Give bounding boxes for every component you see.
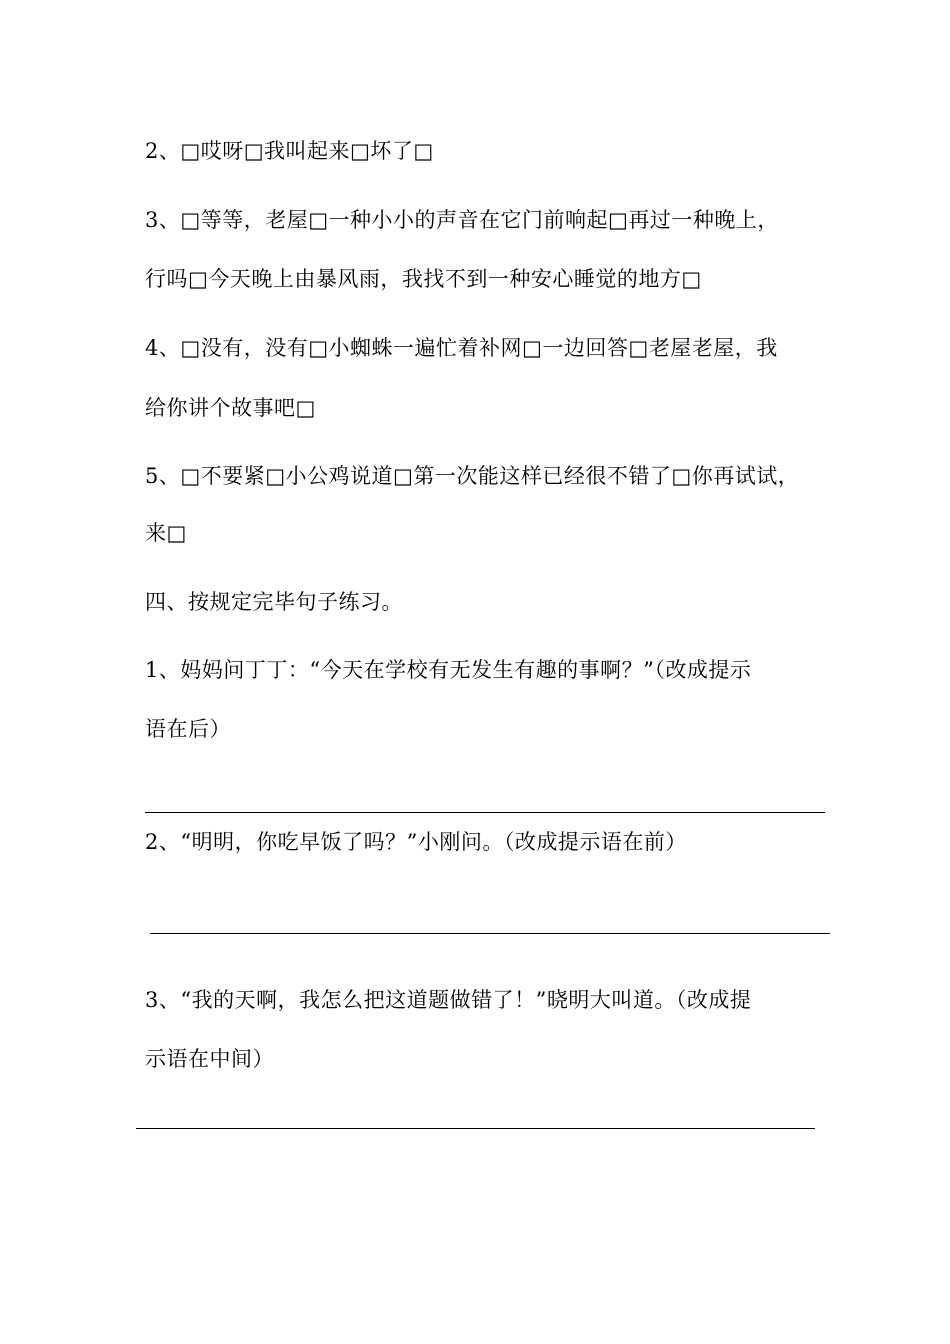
exercise-3-item-2: 2、□哎呀□我叫起来□坏了□	[145, 139, 434, 163]
section-4-heading: 四、按规定完毕句子练习。	[145, 590, 403, 614]
exercise-4-item-3-line-1: 3、“我的天啊，我怎么把这道题做错了！”晓明大叫道。（改成提	[145, 988, 752, 1012]
exercise-4-item-3-line-2: 示语在中间）	[145, 1047, 274, 1071]
exercise-3-item-4-line-2: 给你讲个故事吧□	[145, 396, 316, 420]
exercise-4-item-1-line-1: 1、妈妈问丁丁：“今天在学校有无发生有趣的事啊？”（改成提示	[145, 658, 752, 682]
exercise-3-item-5-line-1: 5、□不要紧□小公鸡说道□第一次能这样已经很不错了□你再试试，	[145, 464, 800, 488]
answer-line-1	[145, 812, 825, 813]
exercise-3-item-3-line-2: 行吗□今天晚上由暴风雨，我找不到一种安心睡觉的地方□	[145, 267, 702, 291]
exercise-3-item-5-line-2: 来□	[145, 521, 187, 545]
answer-line-3	[136, 1128, 815, 1129]
answer-line-2	[150, 933, 830, 934]
exercise-4-item-1-line-2: 语在后）	[145, 717, 231, 741]
exercise-3-item-3-line-1: 3、□等等，老屋□一种小小的声音在它门前响起□再过一种晚上，	[145, 208, 779, 232]
exercise-3-item-4-line-1: 4、□没有，没有□小蜘蛛一遍忙着补网□一边回答□老屋老屋，我	[145, 336, 778, 360]
exercise-4-item-2: 2、“明明，你吃早饭了吗？”小刚问。（改成提示语在前）	[145, 830, 687, 854]
